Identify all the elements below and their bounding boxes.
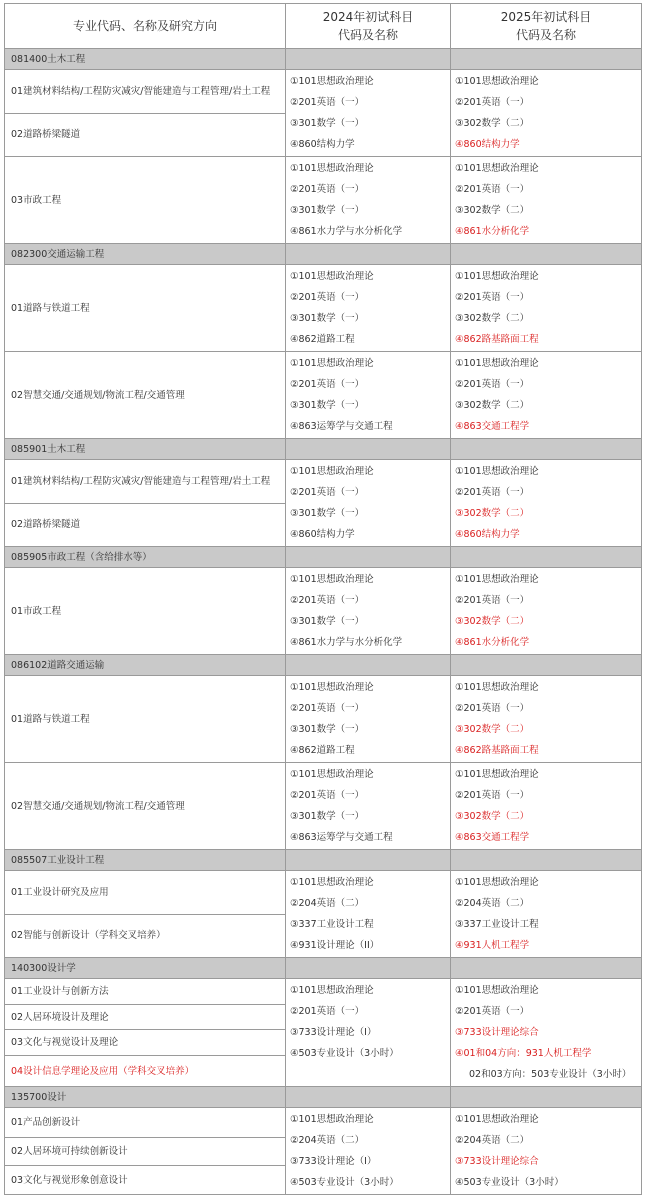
- subject-line: ②201英语（一）: [290, 487, 365, 498]
- subject-line: ①101思想政治理论: [290, 682, 374, 693]
- section-blank-cell: [286, 655, 451, 676]
- subjects-2024: [286, 676, 451, 763]
- section-title: 135700设计: [5, 1087, 286, 1108]
- table-row: [5, 979, 642, 1005]
- subject-line: ①101思想政治理论: [455, 1114, 539, 1125]
- subject-line: ④861水力学与水分析化学: [290, 637, 403, 648]
- subject-line: ②204英语（二）: [455, 1135, 530, 1146]
- section-row: [5, 850, 642, 871]
- subjects-2025: [451, 265, 642, 352]
- subject-line: ②204英语（二）: [290, 1135, 365, 1146]
- subject-line: ④863交通工程学: [455, 832, 530, 843]
- subject-line: ①101思想政治理论: [290, 163, 374, 174]
- section-blank-cell: [286, 439, 451, 460]
- direction: 01产品创新设计: [5, 1108, 286, 1138]
- section-title: 082300交通运输工程: [5, 244, 286, 265]
- subject-line: ③302数学（二）: [455, 118, 530, 129]
- subjects-2025: [451, 568, 642, 655]
- table-row: [5, 871, 642, 915]
- section-row: [5, 1087, 642, 1108]
- section-blank-cell: [286, 244, 451, 265]
- subjects-2025: [451, 1108, 642, 1195]
- direction: 04设计信息学理论及应用（学科交叉培养）: [5, 1056, 286, 1087]
- subject-line: ①101思想政治理论: [290, 271, 374, 282]
- section-blank-cell: [451, 244, 642, 265]
- section-row: [5, 439, 642, 460]
- subject-line: ①101思想政治理论: [455, 163, 539, 174]
- subjects-2024: [286, 70, 451, 157]
- direction: 01工业设计与创新方法: [5, 979, 286, 1005]
- subject-line: ④860结构力学: [290, 139, 355, 150]
- section-row: [5, 958, 642, 979]
- subject-line: ③301数学（一）: [290, 508, 365, 519]
- subjects-2024: [286, 352, 451, 439]
- section-row: [5, 547, 642, 568]
- subjects-2024: [286, 157, 451, 244]
- subject-line: ③302数学（二）: [455, 508, 530, 519]
- subjects-2025: [451, 157, 642, 244]
- section-blank-cell: [286, 850, 451, 871]
- subject-line: ④862道路工程: [290, 745, 355, 756]
- subject-line: ①101思想政治理论: [290, 574, 374, 585]
- subject-line: ③302数学（二）: [455, 616, 530, 627]
- subject-line: ④862路基路面工程: [455, 334, 539, 345]
- subject-line: ④862路基路面工程: [455, 745, 539, 756]
- subjects-2025: [451, 70, 642, 157]
- subject-line: ④861水分析化学: [455, 226, 530, 237]
- direction: 01工业设计研究及应用: [5, 871, 286, 915]
- section-row: [5, 49, 642, 70]
- subject-line: ①101思想政治理论: [290, 877, 374, 888]
- subject-line: ④860结构力学: [455, 529, 520, 540]
- table-row: [5, 265, 642, 352]
- subject-line: ④863运筹学与交通工程: [290, 421, 393, 432]
- subject-line: 02和03方向：503专业设计（3小时）: [469, 1069, 632, 1080]
- subject-line: ②201英语（一）: [455, 184, 530, 195]
- subject-line: ④503专业设计（3小时）: [455, 1177, 564, 1188]
- table-row: [5, 460, 642, 504]
- subject-line: ②201英语（一）: [455, 790, 530, 801]
- subject-line: ③301数学（一）: [290, 616, 365, 627]
- subject-line: ②201英语（一）: [290, 1006, 365, 1017]
- subject-line: ④863运筹学与交通工程: [290, 832, 393, 843]
- subjects-2024: [286, 979, 451, 1087]
- subjects-2025: [451, 871, 642, 958]
- section-title: 140300设计学: [5, 958, 286, 979]
- subjects-2025: [451, 763, 642, 850]
- subject-line: ③301数学（一）: [290, 118, 365, 129]
- direction: 02人居环境可持续创新设计: [5, 1137, 286, 1166]
- subject-line: ③301数学（一）: [290, 811, 365, 822]
- header-major: 专业代码、名称及研究方向: [5, 4, 286, 49]
- direction: 01市政工程: [5, 568, 286, 655]
- subject-line: ②201英语（一）: [455, 703, 530, 714]
- direction: 01道路与铁道工程: [5, 265, 286, 352]
- section-blank-cell: [451, 547, 642, 568]
- subject-line: ②201英语（一）: [290, 595, 365, 606]
- section-title: 085507工业设计工程: [5, 850, 286, 871]
- subject-line: ④503专业设计（3小时）: [290, 1177, 399, 1188]
- direction: 02人居环境设计及理论: [5, 1004, 286, 1030]
- direction: 03文化与视觉形象创意设计: [5, 1166, 286, 1195]
- direction: 01道路与铁道工程: [5, 676, 286, 763]
- subject-line: ②201英语（一）: [290, 292, 365, 303]
- section-title: 085905市政工程（含给排水等）: [5, 547, 286, 568]
- section-title: 085901土木工程: [5, 439, 286, 460]
- section-blank-cell: [286, 547, 451, 568]
- table-row: [5, 1108, 642, 1138]
- subject-line: ④860结构力学: [455, 139, 520, 150]
- subject-line: ③302数学（二）: [455, 400, 530, 411]
- direction: 02智慧交通/交通规划/物流工程/交通管理: [5, 352, 286, 439]
- direction: 01建筑材料结构/工程防灾减灾/智能建造与工程管理/岩土工程: [5, 460, 286, 504]
- subject-line: ③733设计理论（I）: [290, 1156, 377, 1167]
- subjects-2024: [286, 568, 451, 655]
- direction: 02道路桥梁隧道: [5, 113, 286, 157]
- subject-line: ②201英语（一）: [290, 790, 365, 801]
- direction: 03文化与视觉设计及理论: [5, 1030, 286, 1056]
- subject-line: ①101思想政治理论: [455, 271, 539, 282]
- subject-line: ④862道路工程: [290, 334, 355, 345]
- section-row: [5, 655, 642, 676]
- subject-line: ②201英语（一）: [290, 703, 365, 714]
- subject-line: ③733设计理论（I）: [290, 1027, 377, 1038]
- subject-line: ①101思想政治理论: [455, 466, 539, 477]
- direction: 02智慧交通/交通规划/物流工程/交通管理: [5, 763, 286, 850]
- direction: 02道路桥梁隧道: [5, 503, 286, 547]
- section-blank-cell: [286, 49, 451, 70]
- subject-line: ④861水力学与水分析化学: [290, 226, 403, 237]
- subject-line: ③733设计理论综合: [455, 1156, 539, 1167]
- section-blank-cell: [451, 49, 642, 70]
- subject-line: ①101思想政治理论: [455, 682, 539, 693]
- table-row: [5, 70, 642, 114]
- subject-line: ②204英语（二）: [455, 898, 530, 909]
- subject-line: ①101思想政治理论: [455, 769, 539, 780]
- subjects-2025: [451, 676, 642, 763]
- subjects-2024: [286, 460, 451, 547]
- subject-line: ④860结构力学: [290, 529, 355, 540]
- subject-line: ②201英语（一）: [455, 595, 530, 606]
- subject-line: ③301数学（一）: [290, 400, 365, 411]
- direction: 02智能与创新设计（学科交叉培养）: [5, 914, 286, 958]
- table-row: [5, 352, 642, 439]
- subject-line: ③302数学（二）: [455, 724, 530, 735]
- section-blank-cell: [286, 958, 451, 979]
- subject-line: ④931人机工程学: [455, 940, 530, 951]
- subject-line: ②201英语（一）: [455, 1006, 530, 1017]
- subject-line: ②201英语（一）: [290, 97, 365, 108]
- table-row: [5, 763, 642, 850]
- section-title: 086102道路交通运输: [5, 655, 286, 676]
- subject-line: ②204英语（二）: [290, 898, 365, 909]
- section-blank-cell: [451, 958, 642, 979]
- subject-line: ②201英语（一）: [455, 487, 530, 498]
- section-title: 081400土木工程: [5, 49, 286, 70]
- subject-line: ①101思想政治理论: [290, 769, 374, 780]
- subject-line: ④863交通工程学: [455, 421, 530, 432]
- subject-line: ④931设计理论（II）: [290, 940, 380, 951]
- header-2024: 2024年初试科目 代码及名称: [286, 4, 451, 49]
- subject-line: ①101思想政治理论: [455, 877, 539, 888]
- table-row: [5, 157, 642, 244]
- subjects-2024: [286, 1108, 451, 1195]
- section-row: [5, 244, 642, 265]
- subject-line: ③301数学（一）: [290, 724, 365, 735]
- exam-subjects-table: [4, 3, 642, 1195]
- section-blank-cell: [451, 1087, 642, 1108]
- subject-line: ④861水分析化学: [455, 637, 530, 648]
- subject-line: ②201英语（一）: [290, 379, 365, 390]
- subject-line: ③302数学（二）: [455, 811, 530, 822]
- subject-line: ①101思想政治理论: [290, 985, 374, 996]
- subjects-2024: [286, 871, 451, 958]
- header-row: [5, 4, 642, 49]
- subject-line: ①101思想政治理论: [290, 358, 374, 369]
- subjects-2025: [451, 460, 642, 547]
- subject-line: ②201英语（一）: [455, 292, 530, 303]
- subject-line: ③733设计理论综合: [455, 1027, 539, 1038]
- table-row: [5, 568, 642, 655]
- subject-line: ①101思想政治理论: [290, 1114, 374, 1125]
- subject-line: ①101思想政治理论: [455, 76, 539, 87]
- section-blank-cell: [451, 850, 642, 871]
- header-2025: 2025年初试科目 代码及名称: [451, 4, 642, 49]
- subject-line: ①101思想政治理论: [290, 76, 374, 87]
- subject-line: ③302数学（二）: [455, 205, 530, 216]
- subject-line: ④01和04方向：931人机工程学: [455, 1048, 592, 1059]
- subjects-2025: [451, 352, 642, 439]
- subject-line: ④503专业设计（3小时）: [290, 1048, 399, 1059]
- table-row: [5, 676, 642, 763]
- subject-line: ③302数学（二）: [455, 313, 530, 324]
- subjects-2024: [286, 265, 451, 352]
- subjects-2024: [286, 763, 451, 850]
- section-blank-cell: [286, 1087, 451, 1108]
- subject-line: ③337工业设计工程: [455, 919, 539, 930]
- direction: 01建筑材料结构/工程防灾减灾/智能建造与工程管理/岩土工程: [5, 70, 286, 114]
- subject-line: ①101思想政治理论: [455, 985, 539, 996]
- direction: 03市政工程: [5, 157, 286, 244]
- subject-line: ③301数学（一）: [290, 313, 365, 324]
- subject-line: ②201英语（一）: [290, 184, 365, 195]
- subject-line: ①101思想政治理论: [290, 466, 374, 477]
- subject-line: ①101思想政治理论: [455, 574, 539, 585]
- section-blank-cell: [451, 439, 642, 460]
- subject-line: ②201英语（一）: [455, 379, 530, 390]
- subject-line: ③337工业设计工程: [290, 919, 374, 930]
- subjects-2025: [451, 979, 642, 1087]
- subject-line: ③301数学（一）: [290, 205, 365, 216]
- section-blank-cell: [451, 655, 642, 676]
- subject-line: ②201英语（一）: [455, 97, 530, 108]
- subject-line: ①101思想政治理论: [455, 358, 539, 369]
